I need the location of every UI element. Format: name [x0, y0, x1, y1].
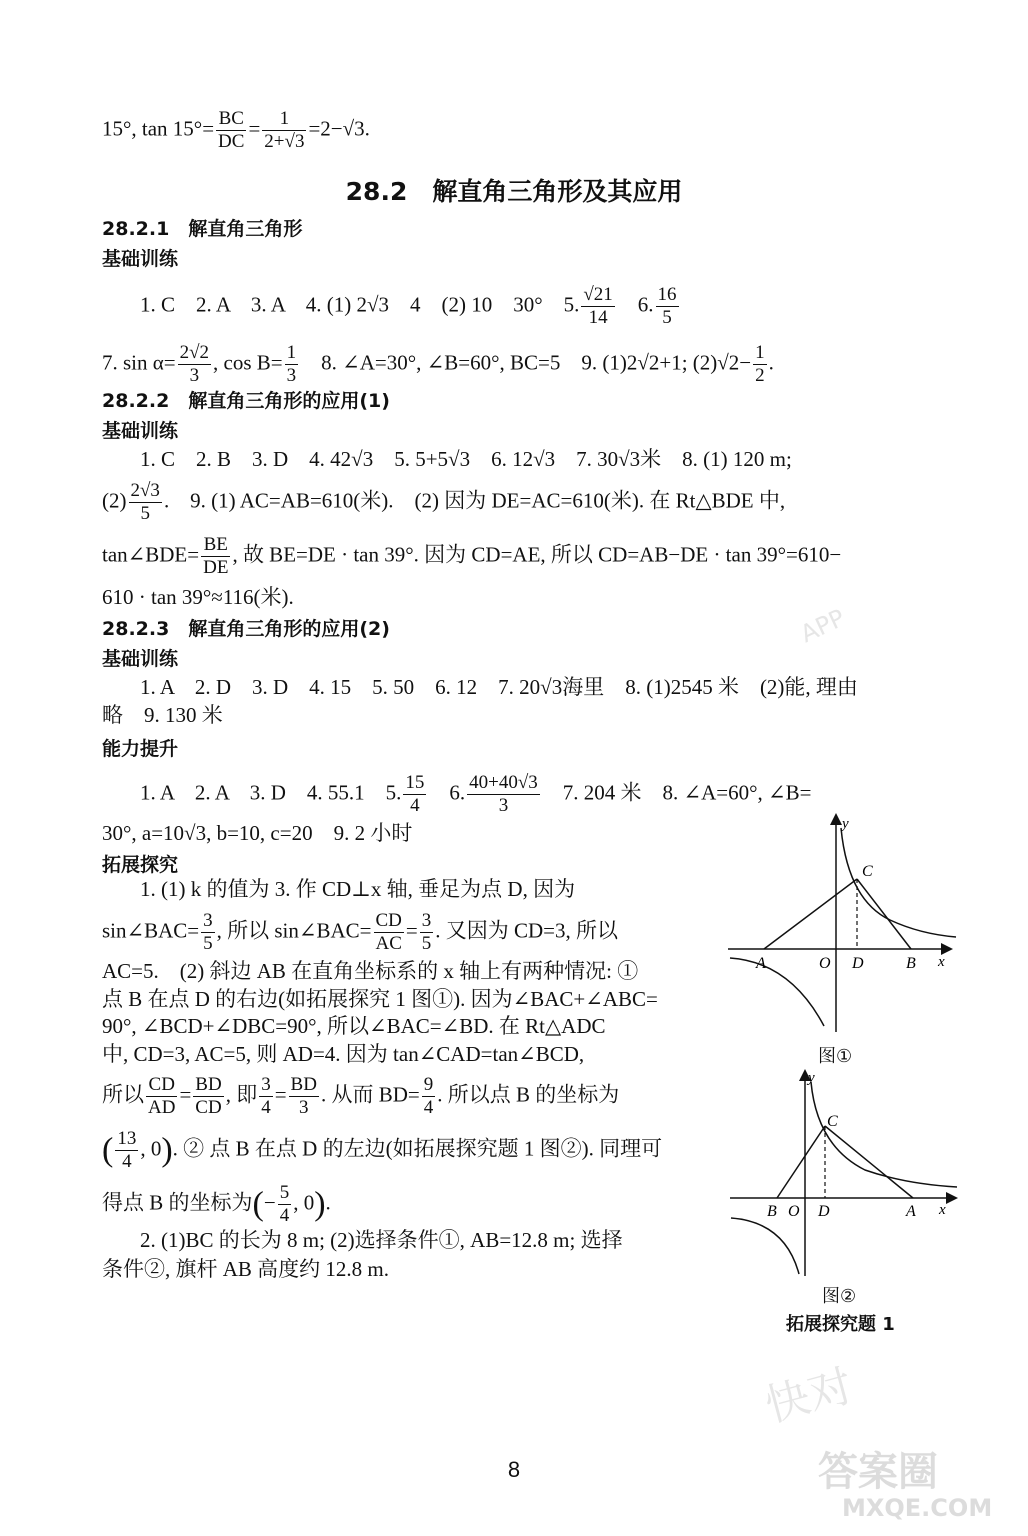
watermark-kuaidui: 快对 [760, 1360, 859, 1433]
basic-training-heading-3: 基础训练 [102, 648, 179, 670]
label-a: A [906, 1203, 916, 1220]
figures-caption: 拓展探究题 1 [786, 1314, 895, 1335]
label-b: B [906, 955, 916, 972]
label-c: C [827, 1113, 838, 1130]
ability-heading: 能力提升 [102, 738, 179, 760]
fraction: $\frac{3}{5}$ [203, 910, 213, 954]
ext-line-3: AC=5. (2) 斜边 AB 在直角坐标系的 x 轴上有两种情况: ① [102, 959, 639, 983]
label-o: O [819, 955, 831, 972]
fraction: $\frac{2√2}{3}$ [179, 342, 210, 386]
segment-bc [777, 1126, 825, 1198]
subsection-heading-2: 28.2.2 解直角三角形的应用(1) [102, 390, 390, 412]
fraction: $\frac{1}{3}$ [286, 342, 297, 386]
basic-training-heading-2: 基础训练 [102, 420, 179, 442]
section-title: 28.2 解直角三角形及其应用 [345, 177, 683, 206]
label-a: A [756, 955, 766, 972]
fraction: $\frac{2√3}{5}$ [130, 480, 160, 524]
fraction: $\frac{CD}{AD}$ [148, 1074, 176, 1118]
answers-28-2-3-b: 略 9. 130 米 [102, 703, 223, 727]
ext-line-6: 中, CD=3, AC=5, 则 AD=4. 因为 tan∠CAD=tan∠BCD, [102, 1042, 585, 1066]
fraction: $\frac{BE}{DE}$ [203, 534, 229, 578]
basic-training-heading-1: 基础训练 [102, 248, 179, 270]
hyperbola-branch-2 [731, 1218, 799, 1274]
extension-heading: 拓展探究 [102, 854, 179, 876]
fraction: $\frac{1}{2}$ [755, 342, 765, 386]
fraction: $\frac{15}{4}$ [405, 772, 425, 816]
label-d: D [852, 955, 864, 972]
label-y: y [808, 1070, 815, 1086]
label-x: x [938, 954, 945, 970]
fraction: $\frac{40+40√3}{3}$ [469, 772, 538, 816]
answers-28-2-2-a: 1. C 2. B 3. D 4. 42√3 5. 5+5√3 6. 12√3 7. 30√3米 8. (1) 120 m; [140, 447, 792, 471]
fraction: $\frac{CD}{AC}$ [375, 910, 402, 954]
fraction: $\frac{5}{4}$ [279, 1182, 290, 1226]
watermark-app: APP [796, 603, 850, 649]
fraction: $\frac{3}{4}$ [261, 1074, 271, 1118]
hyperbola-branch-1 [841, 828, 956, 937]
segment-ca [825, 1126, 913, 1198]
watermark-url: MXQE.COM [842, 1494, 993, 1522]
watermark-logo: 答案圈 [818, 1449, 938, 1495]
answers-28-2-2-b: (2) $\frac{2√3}{5}$ . 9. (1) AC=AB=610(米). (2) 因为 DE=AC=610(米). 在 Rt△BDE 中, [102, 480, 786, 524]
segment-ac [764, 879, 857, 949]
ext-line-2: sin∠BAC= $\frac{3}{5}$ , 所以 sin∠BAC= $\frac{CD}{AC}$ = $\frac{3}{5}$ . 又因为 CD=3, 所以 [102, 910, 619, 954]
ext-line-4: 点 B 在点 D 的右边(如拓展探究 1 图①). 因为∠BAC+∠ABC= [102, 987, 658, 1011]
label-y: y [842, 816, 849, 832]
fraction: $\frac{BC}{DC}$ [218, 108, 245, 152]
fraction: $\frac{BD}{CD}$ [195, 1074, 222, 1118]
subsection-heading-3: 28.2.3 解直角三角形的应用(2) [102, 618, 390, 640]
ext-line-1: 1. (1) k 的值为 3. 作 CD⊥x 轴, 垂足为点 D, 因为 [140, 877, 576, 901]
fraction: $\frac{√21}{14}$ [583, 284, 613, 328]
label-c: C [862, 863, 873, 880]
ext-line-7: 所以 $\frac{CD}{AD}$ = $\frac{BD}{CD}$ , 即 $\frac{3}{4}$ = $\frac{BD}{3}$ . 从而 BD= $\frac{9}{4}$ . 所以点 B 的坐标为 [102, 1074, 620, 1118]
figure-1-caption: 图① [818, 1046, 853, 1067]
fraction: $\frac{3}{5}$ [421, 910, 432, 954]
line-tan15: 15°, tan 15°= $\frac{BC}{DC}$ = $\frac{1}{2+√3}$ =2−√3. [102, 108, 370, 152]
fraction: $\frac{13}{4}$ [117, 1128, 137, 1172]
fraction: $\frac{16}{5}$ [657, 284, 677, 328]
fraction: $\frac{BD}{3}$ [290, 1074, 317, 1118]
fraction: $\frac{9}{4}$ [423, 1074, 434, 1118]
figure-2-caption: 图② [822, 1286, 857, 1307]
ability-answers-b: 30°, a=10√3, b=10, c=20 9. 2 小时 [102, 821, 413, 845]
answers-28-2-1-b: 7. sin α= $\frac{2√2}{3}$ , cos B= $\frac{1}{3}$ 8. ∠A=30°, ∠B=60°, BC=5 9. (1)2√2+1; (2)√2− $\frac{1}{2}$ . [102, 342, 774, 386]
label-b: B [767, 1203, 777, 1220]
page-number: 8 [507, 1457, 521, 1482]
figure-1 [720, 810, 960, 1040]
ability-answers-a: 1. A 2. A 3. D 4. 55.1 5. $\frac{15}{4}$ 6. $\frac{40+40√3}{3}$ 7. 204 米 8. ∠A=60°, ∠B= [140, 772, 812, 816]
answers-28-2-3-a: 1. A 2. D 3. D 4. 15 5. 50 6. 12 7. 20√3海里 8. (1)2545 米 (2)能, 理由 [140, 675, 858, 699]
ext-line-11: 条件②, 旗杆 AB 高度约 12.8 m. [102, 1257, 390, 1281]
label-x: x [939, 1202, 946, 1218]
label-d: D [818, 1203, 830, 1220]
figure-2 [725, 1066, 960, 1286]
fraction: $\frac{1}{2+√3}$ [264, 108, 305, 152]
ext-line-9: 得点 B 的坐标为(− $\frac{5}{4}$ , 0). [102, 1182, 331, 1226]
ext-line-8: ( $\frac{13}{4}$ , 0). ② 点 B 在点 D 的左边(如拓展探究题 1 图②). 同理可 [102, 1128, 663, 1172]
ext-line-10: 2. (1)BC 的长为 8 m; (2)选择条件①, AB=12.8 m; 选择 [140, 1228, 623, 1252]
answers-28-2-1-a: 1. C 2. A 3. A 4. (1) 2√3 4 (2) 10 30° 5. $\frac{√21}{14}$ 6. $\frac{16}{5}$ [140, 284, 677, 328]
answers-28-2-2-c: tan∠BDE= $\frac{BE}{DE}$ , 故 BE=DE · tan 39°. 因为 CD=AE, 所以 CD=AB−DE · tan 39°=610− [102, 534, 842, 578]
segment-cb [857, 879, 911, 949]
ext-line-5: 90°, ∠BCD+∠DBC=90°, 所以∠BAC=∠BD. 在 Rt△ADC [102, 1014, 606, 1038]
hyperbola-branch-2 [730, 958, 824, 1026]
answers-28-2-2-d: 610 · tan 39°≈116(米). [102, 585, 294, 609]
hyperbola-branch-1 [811, 1082, 957, 1187]
label-o: O [788, 1203, 800, 1220]
subsection-heading-1: 28.2.1 解直角三角形 [102, 218, 303, 240]
